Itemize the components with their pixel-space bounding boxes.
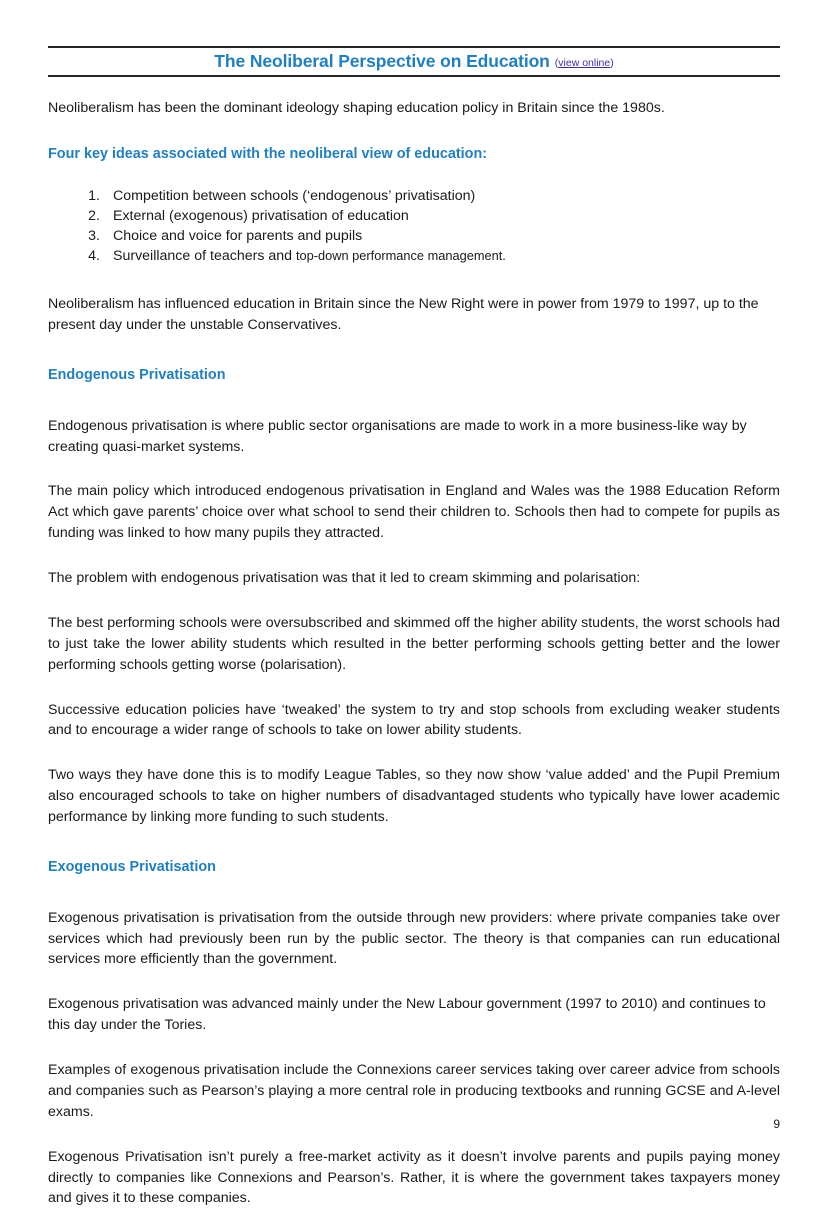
endogenous-paragraph-3: The problem with endogenous privatisation was that it led to cream skimming and polarisation: [48,570,641,587]
section-heading-endogenous: Endogenous Privatisation [48,366,226,383]
page-number: 9 [773,1117,780,1131]
list-item-main-text: Surveillance of teachers and [113,248,296,265]
view-online-link[interactable] [555,57,614,69]
exogenous-paragraph-3: Examples of exogenous privatisation include the Connexions career services taking over career advice from schools and companies such as Pearson’s playing a more central role in producing textbooks and running GCSE and A-level exams. [48,1062,780,1120]
exogenous-paragraph-4: Exogenous Privatisation isn’t purely a free-market activity as it doesn’t involve parents and pupils paying money directly to companies like Connexions and Pearson’s. Rather, it is where the government takes taxpayers money and gives it to these companies. [48,1148,780,1207]
section-heading-exogenous: Exogenous Privatisation [48,858,216,875]
endogenous-paragraph-5: Successive education policies have ‘tweaked’ the system to try and stop schools from excluding weaker students and to encourage a wider range of schools to take on lower ability students. [48,701,780,739]
endogenous-paragraph-6: Two ways they have done this is to modify League Tables, so they now show ‘value added’ and the Pupil Premium also encouraged schools to take on higher numbers of disadvantaged students who typically have lower academic performance by linking more funding to such students. [48,767,780,826]
header-rule-top [48,46,780,48]
title-row [48,50,780,74]
list-item [74,246,780,266]
endogenous-paragraph-2: The main policy which introduced endogenous privatisation in England and Wales was the 1988 Education Reform Act which gave parents’ choice over what school to send their children to. Schools then had to compete for pupils as funding was linked to how many pupils they attracted. [48,483,780,542]
list-item: Competition between schools (‘endogenous’ privatisation) [113,187,476,204]
page-title: The Neoliberal Perspective on Education [214,51,550,71]
view-online-label: view online [558,57,611,69]
exogenous-paragraph-1: Exogenous privatisation is privatisation from the outside through new providers: where private companies take over services which had previously been run by the public sector. The theory is that companies can run educational services more efficiently than the government. [48,909,780,968]
list-item: Choice and voice for parents and pupils [113,227,363,244]
link-close-paren: ) [610,57,614,69]
endogenous-paragraph-4: The best performing schools were oversubscribed and skimmed off the higher ability students, the worst schools had to just take the lower ability students which resulted in the better performing schools getting better and the lower performing schools getting worse (polarisation). [48,614,780,673]
key-ideas-heading: Four key ideas associated with the neoliberal view of education: [48,145,488,162]
list-item-small-text: top-down performance management. [295,248,506,264]
document-header [48,0,780,77]
key-ideas-list [48,186,780,267]
endogenous-paragraph-1: Endogenous privatisation is where public sector organisations are made to work in a more business-like way by creating quasi-market systems. [48,417,747,455]
exogenous-paragraph-2: Exogenous privatisation was advanced mainly under the New Labour government (1997 to 2010) and continues to this day under the Tories. [48,996,766,1034]
link-open-paren: ( [554,57,559,69]
list-item: External (exogenous) privatisation of education [113,207,409,224]
intro-paragraph: Neoliberalism has been the dominant ideology shaping education policy in Britain since the 1980s. [48,100,665,116]
history-paragraph: Neoliberalism has influenced education in Britain since the New Right were in power from 1979 to 1997, up to the present day under the unstable Conservatives. [48,296,759,334]
